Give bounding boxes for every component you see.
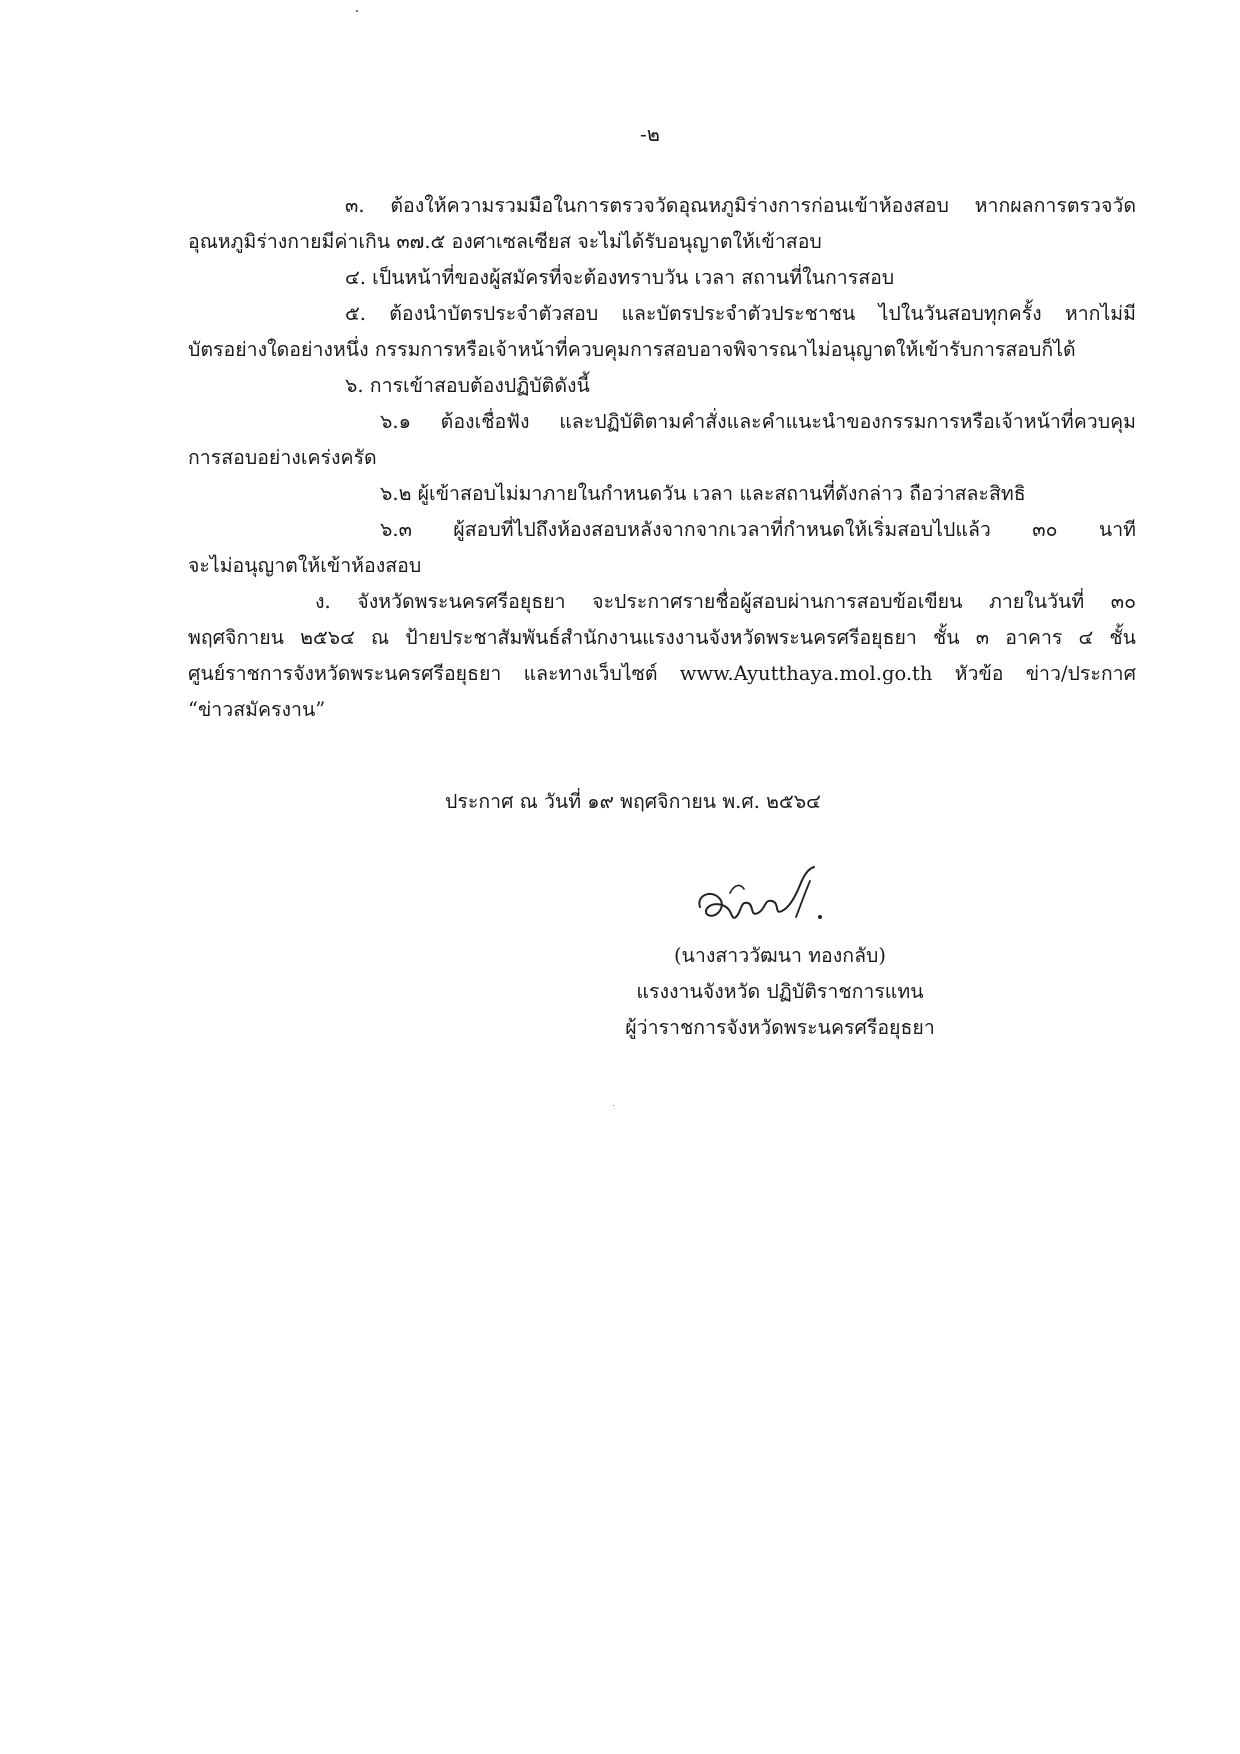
item-6-1-line-1: ๖.๑ ต้องเชื่อฟัง และปฏิบัติตามคำสั่งและคำแนะนำของกรรมการหรือเจ้าหน้าที่ควบคุม bbox=[380, 410, 1136, 433]
signatory-position-1: แรงงานจังหวัด ปฏิบัติราชการแทน bbox=[636, 980, 924, 1003]
item-7-line-1: ง. จังหวัดพระนครศรีอยุธยา จะประกาศรายชื่อผู้สอบผ่านการสอบข้อเขียน ภายในวันที่ ๓๐ bbox=[315, 590, 1136, 613]
handwritten-signature bbox=[690, 855, 860, 935]
item-6-line-1: ๖. การเข้าสอบต้องปฏิบัติดังนี้ bbox=[345, 374, 590, 397]
signatory-position-2: ผู้ว่าราชการจังหวัดพระนครศรีอยุธยา bbox=[625, 1016, 935, 1039]
item-4-line-1: ๔. เป็นหน้าที่ของผู้สมัครที่จะต้องทราบวัน เวลา สถานที่ในการสอบ bbox=[345, 266, 895, 289]
item-5-line-2: บัตรอย่างใดอย่างหนึ่ง กรรมการหรือเจ้าหน้าที่ควบคุมการสอบอาจพิจารณาไม่อนุญาตให้เข้ารับการสอบก็ได้ bbox=[188, 338, 1076, 361]
item-6-1-line-2: การสอบอย่างเคร่งครัด bbox=[188, 446, 377, 469]
item-7-line-2: พฤศจิกายน ๒๕๖๔ ณ ป้ายประชาสัมพันธ์สำนักงานแรงงานจังหวัดพระนครศรีอยุธยา ชั้น ๓ อาคาร ๔ ชั้น bbox=[188, 626, 1136, 649]
item-5-line-1: ๕. ต้องนำบัตรประจำตัวสอบ และบัตรประจำตัวประชาชน ไปในวันสอบทุกครั้ง หากไม่มี bbox=[345, 302, 1136, 325]
item-6-2-line-1: ๖.๒ ผู้เข้าสอบไม่มาภายในกำหนดวัน เวลา และสถานที่ดังกล่าว ถือว่าสละสิทธิ bbox=[380, 482, 1026, 505]
scan-speck bbox=[613, 1105, 614, 1106]
scan-speck bbox=[356, 10, 358, 12]
item-7-line-4: “ข่าวสมัครงาน” bbox=[188, 698, 326, 721]
item-6-3-line-1: ๖.๓ ผู้สอบที่ไปถึงห้องสอบหลังจากจากเวลาที่กำหนดให้เริ่มสอบไปแล้ว ๓๐ นาที bbox=[380, 518, 1136, 541]
item-3-line-2: อุณหภูมิร่างกายมีค่าเกิน ๓๗.๕ องศาเซลเซียส จะไม่ได้รับอนุญาตให้เข้าสอบ bbox=[188, 230, 822, 253]
page-number: -๒ bbox=[640, 122, 660, 146]
item-3-line-1: ๓. ต้องให้ความรวมมือในการตรวจวัดอุณหภูมิร่างการก่อนเข้าห้องสอบ หากผลการตรวจวัด bbox=[345, 194, 1136, 217]
item-6-3-line-2: จะไม่อนุญาตให้เข้าห้องสอบ bbox=[188, 554, 422, 577]
item-7-line-3: ศูนย์ราชการจังหวัดพระนครศรีอยุธยา และทางเว็บไซต์ www.Ayutthaya.mol.go.th หัวข้อ ข่าว/ประกาศ bbox=[188, 662, 1136, 685]
announcement-date: ประกาศ ณ วันที่ ๑๙ พฤศจิกายน พ.ศ. ๒๕๖๔ bbox=[445, 790, 821, 813]
signatory-name: (นางสาววัฒนา ทองกลับ) bbox=[673, 944, 887, 967]
